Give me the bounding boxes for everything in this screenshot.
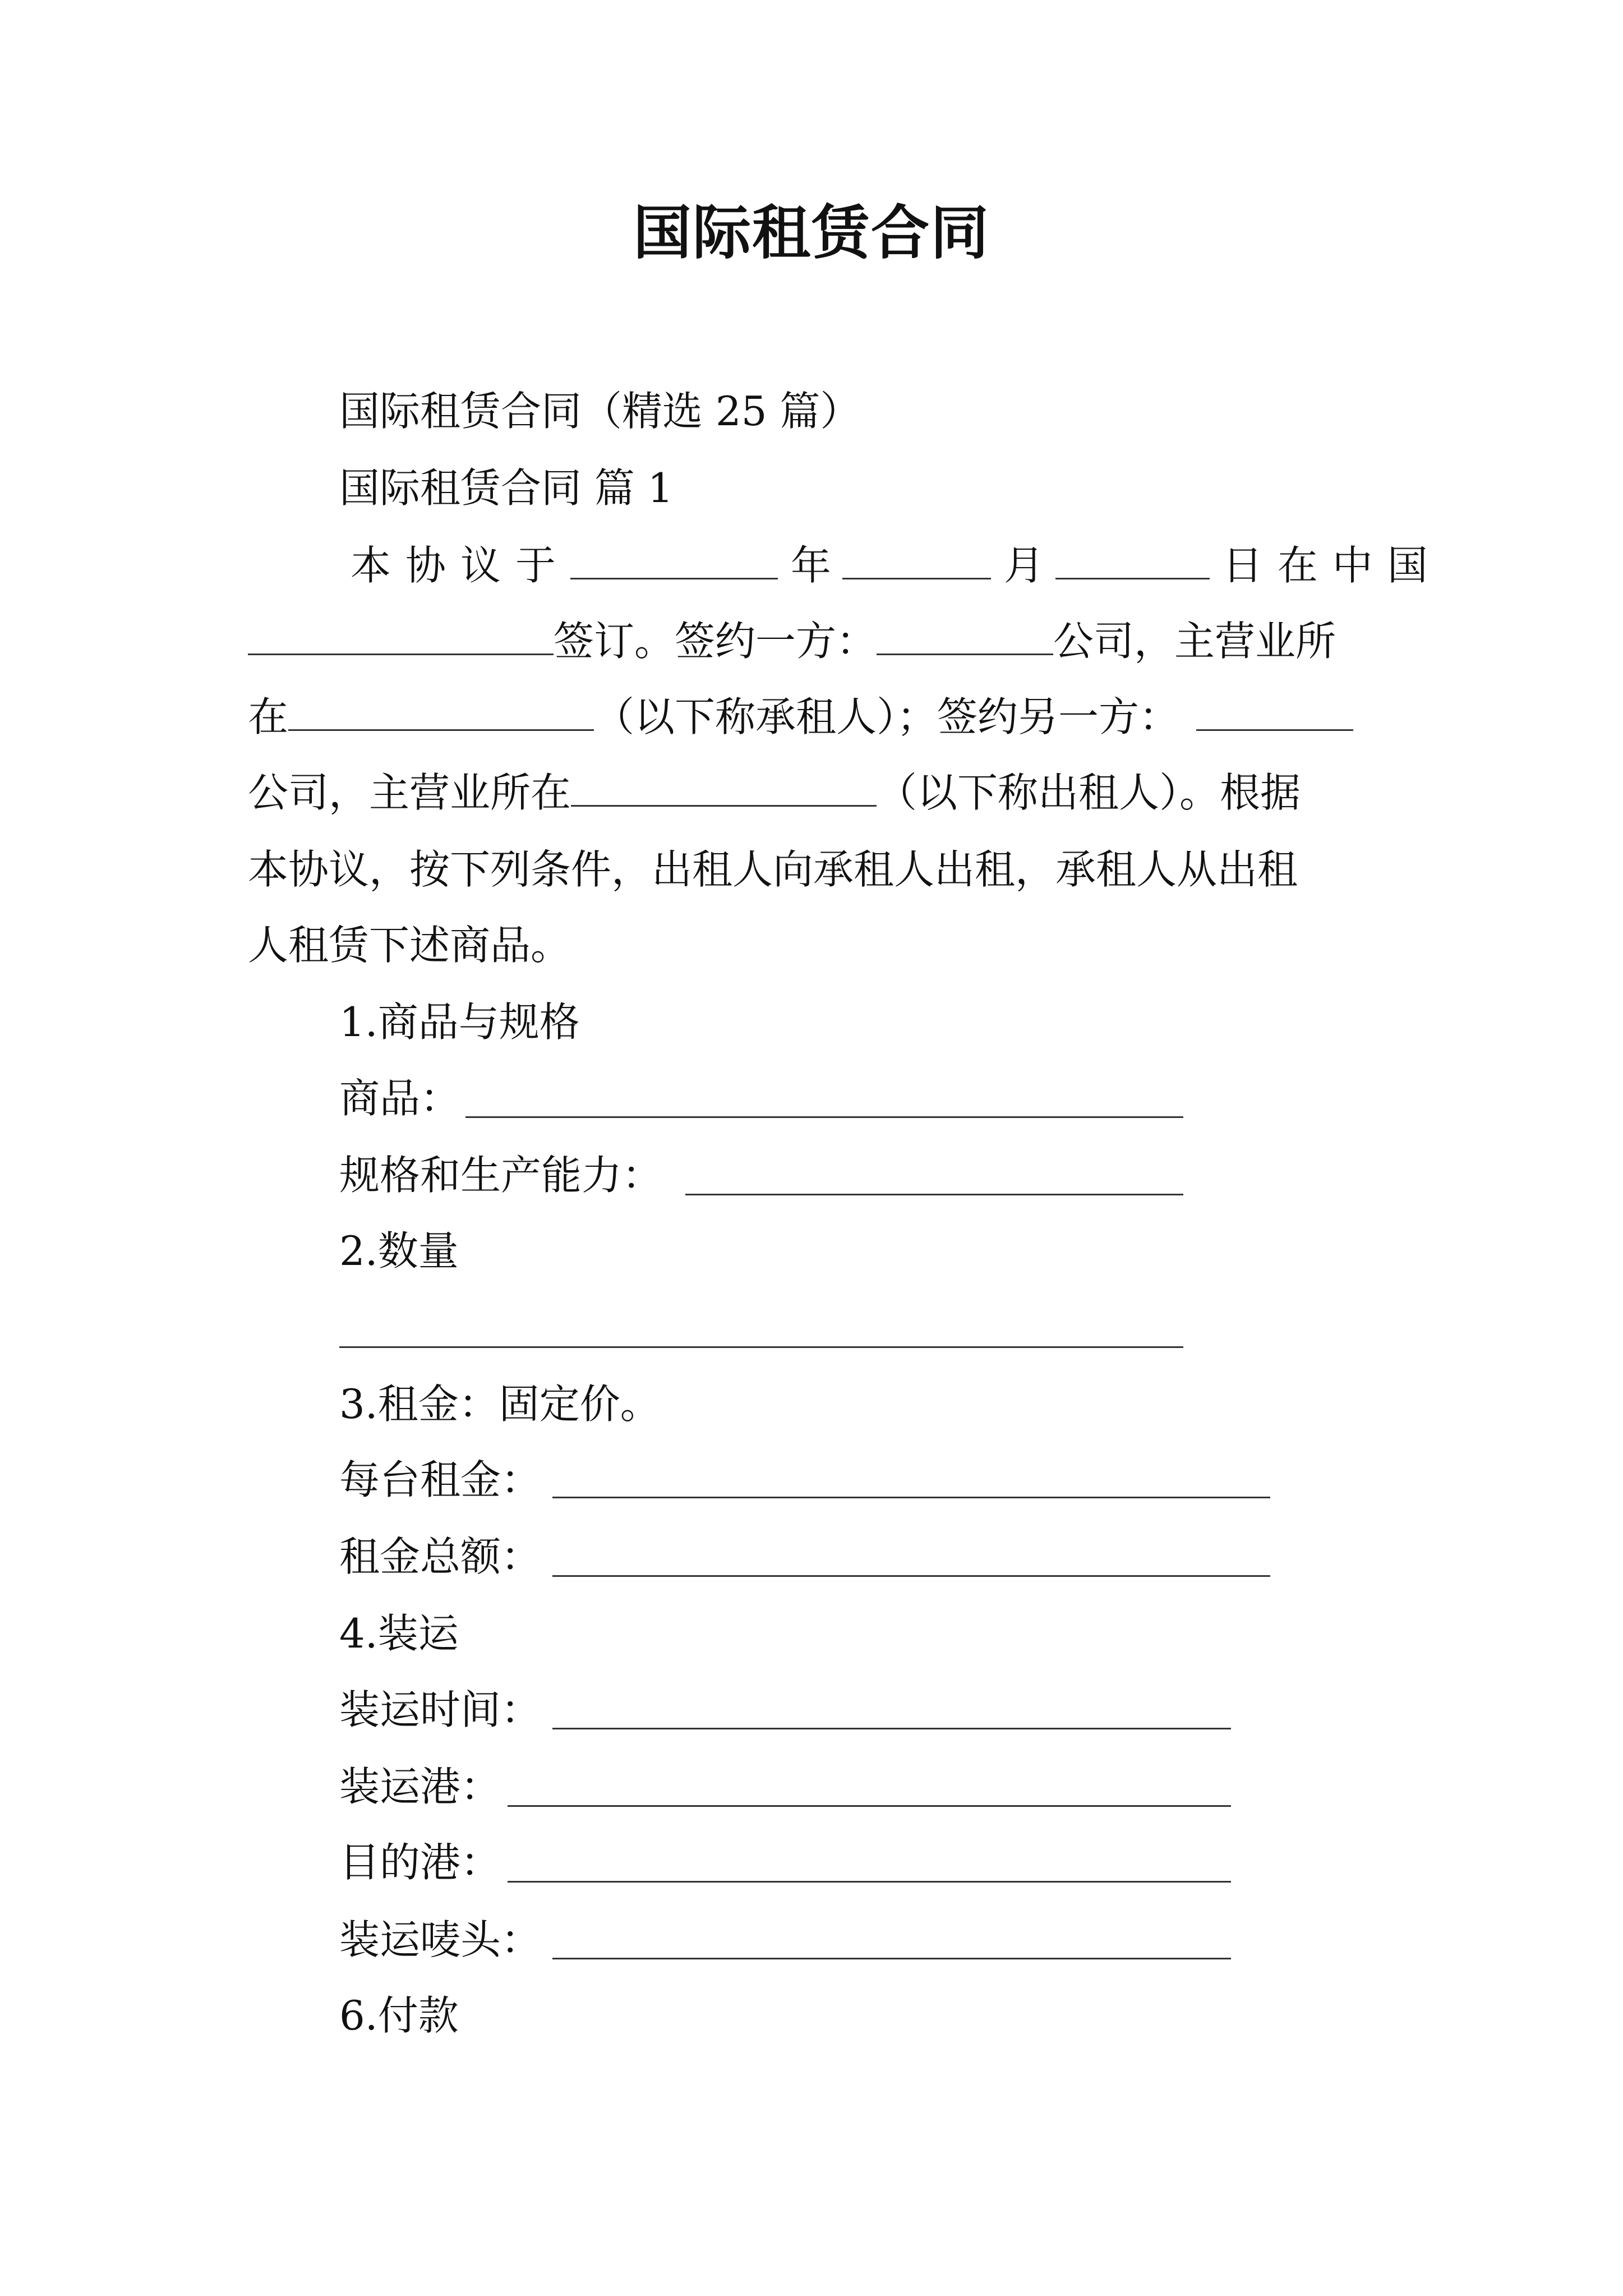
shipping-marks-blank [552, 1958, 1231, 1959]
party-b-company-blank [1196, 694, 1353, 731]
loading-port-blank [508, 1805, 1231, 1807]
intro-text: 本协议于 [351, 542, 571, 589]
intro-text: 公司，主营业所 [1053, 618, 1336, 665]
intro-text: 年 [790, 542, 831, 589]
goods-label: 商品： [339, 1075, 461, 1122]
section-3-heading: 3.租金：固定价。 [339, 1381, 661, 1428]
shipment-time-blank [552, 1728, 1231, 1729]
intro-text: 签订。签约一方： [554, 618, 877, 665]
intro-text: （以下称出租人）。根据 [877, 769, 1301, 816]
intro-text: 月 [1003, 542, 1044, 589]
goods-blank [465, 1116, 1183, 1118]
section-1-heading: 1.商品与规格 [339, 999, 580, 1046]
quantity-blank [339, 1346, 1183, 1348]
spec-label: 规格和生产能力： [339, 1152, 663, 1199]
spec-blank [685, 1194, 1183, 1195]
intro-line-4 [248, 765, 1301, 821]
intro-line-1 [351, 537, 1442, 593]
intro-line-3 [248, 689, 1353, 745]
chapter-heading: 国际租赁合同 篇 1 [339, 464, 674, 512]
shipment-time-label: 装运时间： [339, 1686, 542, 1733]
intro-line-5: 本协议，按下列条件，出租人向承租人出租，承租人从出租 [248, 846, 1298, 893]
total-rent-blank [552, 1575, 1270, 1577]
intro-text: 日在中国 [1222, 542, 1442, 589]
party-a-company-blank [877, 619, 1053, 655]
document-title: 国际租赁合同 [633, 198, 990, 267]
unit-rent-blank [552, 1497, 1270, 1498]
party-a-address-blank [288, 694, 594, 731]
intro-line-2 [248, 613, 1336, 669]
date-year-blank [570, 543, 778, 579]
date-day-blank [1055, 543, 1210, 579]
unit-rent-label: 每台租金： [339, 1456, 542, 1503]
document-subtitle: 国际租赁合同（精选 25 篇） [339, 388, 861, 435]
loading-port-label: 装运港： [339, 1763, 501, 1810]
intro-text: 在 [248, 693, 289, 740]
section-6-heading: 6.付款 [339, 1992, 459, 2039]
section-4-heading: 4.装运 [339, 1610, 459, 1657]
destination-port-label: 目的港： [339, 1839, 501, 1886]
party-b-address-blank [571, 770, 877, 807]
section-2-heading: 2.数量 [339, 1227, 459, 1274]
total-rent-label: 租金总额： [339, 1533, 542, 1580]
intro-text: （以下称承租人）；签约另一方： [594, 693, 1180, 740]
date-month-blank [842, 543, 991, 579]
intro-line-6: 人租赁下述商品。 [248, 922, 571, 969]
intro-text: 公司，主营业所在 [248, 769, 571, 816]
destination-port-blank [508, 1881, 1231, 1883]
sign-place-blank [248, 619, 554, 655]
shipping-marks-label: 装运唛头： [339, 1916, 542, 1963]
